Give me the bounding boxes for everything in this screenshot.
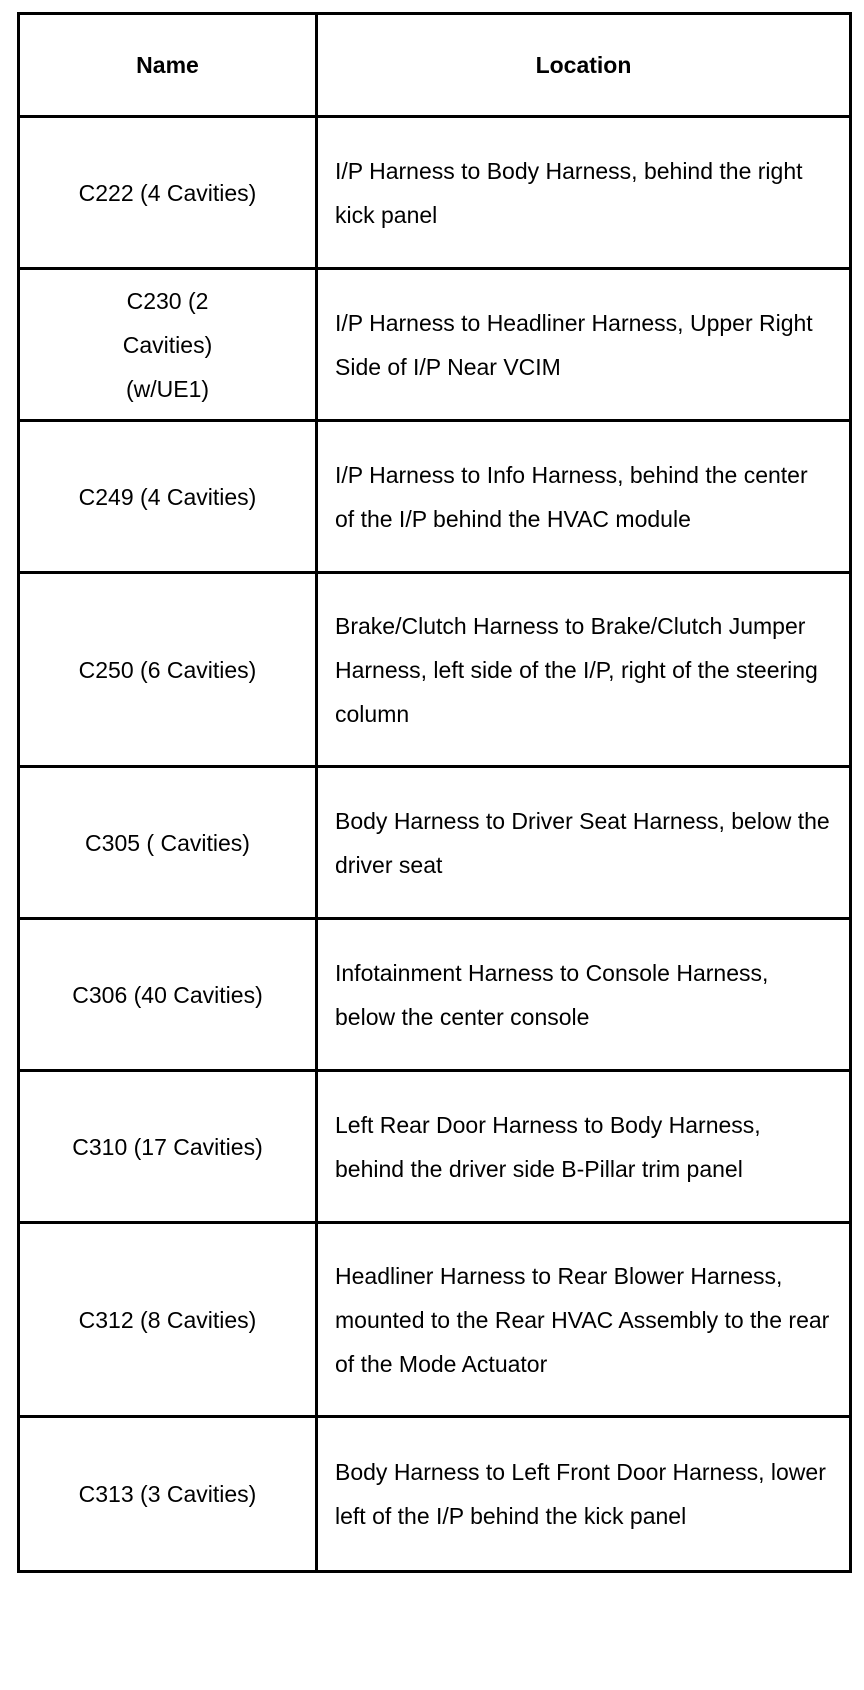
connector-name-cell bbox=[19, 573, 317, 767]
table-row bbox=[19, 573, 851, 767]
connector-location-table bbox=[17, 12, 852, 1573]
connector-location: Body Harness to Left Front Door Harness, lower left of the I/P behind the kick panel bbox=[335, 1459, 826, 1529]
column-header-name: Name bbox=[19, 14, 317, 117]
column-header-location: Location bbox=[317, 14, 851, 117]
connector-name: C312 (8 Cavities) bbox=[78, 1306, 257, 1333]
connector-location-cell bbox=[317, 1223, 851, 1417]
connector-location-cell bbox=[317, 919, 851, 1071]
connector-location: Infotainment Harness to Console Harness, below the center console bbox=[335, 959, 769, 1030]
connector-location-cell bbox=[317, 767, 851, 919]
table-row bbox=[19, 767, 851, 919]
connector-name: C313 (3 Cavities) bbox=[78, 1481, 257, 1507]
connector-location: Body Harness to Driver Seat Harness, below the driver seat bbox=[335, 807, 830, 878]
connector-name: C306 (40 Cavities) bbox=[72, 981, 263, 1008]
connector-location: Brake/Clutch Harness to Brake/Clutch Jumper Harness, left side of the I/P, right of the steering column bbox=[335, 612, 818, 727]
connector-name-cell bbox=[19, 767, 317, 919]
table-row bbox=[19, 117, 851, 269]
connector-location: Headliner Harness to Rear Blower Harness, mounted to the Rear HVAC Assembly to the rear of the Mode Actuator bbox=[335, 1262, 830, 1377]
connector-name: C305 ( Cavities) bbox=[85, 829, 250, 856]
connector-location-cell bbox=[317, 1417, 851, 1572]
connector-name-cell bbox=[19, 1071, 317, 1223]
table-row bbox=[19, 1223, 851, 1417]
connector-location: I/P Harness to Body Harness, behind the right kick panel bbox=[335, 157, 803, 228]
connector-name: C230 (2 Cavities) (w/UE1) bbox=[122, 287, 213, 402]
table-row bbox=[19, 1071, 851, 1223]
connector-location-cell bbox=[317, 269, 851, 421]
table-row bbox=[19, 269, 851, 421]
connector-location: Left Rear Door Harness to Body Harness, behind the driver side B-Pillar trim panel bbox=[335, 1111, 761, 1182]
connector-name: C310 (17 Cavities) bbox=[72, 1133, 263, 1160]
table-row bbox=[19, 919, 851, 1071]
connector-location-cell bbox=[317, 421, 851, 573]
table-row bbox=[19, 421, 851, 573]
connector-location-cell bbox=[317, 1071, 851, 1223]
connector-name: C249 (4 Cavities) bbox=[78, 483, 257, 510]
table-row bbox=[19, 1417, 851, 1572]
header-row bbox=[19, 14, 851, 117]
connector-name: C222 (4 Cavities) bbox=[78, 179, 257, 206]
connector-location: I/P Harness to Headliner Harness, Upper Right Side of I/P Near VCIM bbox=[335, 309, 813, 380]
connector-location-cell bbox=[317, 573, 851, 767]
connector-name-cell bbox=[19, 117, 317, 269]
connector-name-cell bbox=[19, 269, 317, 421]
connector-name-cell bbox=[19, 1417, 317, 1572]
connector-location-cell bbox=[317, 117, 851, 269]
table-body bbox=[19, 117, 851, 1572]
connector-name-cell bbox=[19, 919, 317, 1071]
connector-name: C250 (6 Cavities) bbox=[78, 656, 257, 683]
connector-name-cell bbox=[19, 421, 317, 573]
connector-name-cell bbox=[19, 1223, 317, 1417]
connector-location: I/P Harness to Info Harness, behind the center of the I/P behind the HVAC module bbox=[335, 461, 808, 532]
